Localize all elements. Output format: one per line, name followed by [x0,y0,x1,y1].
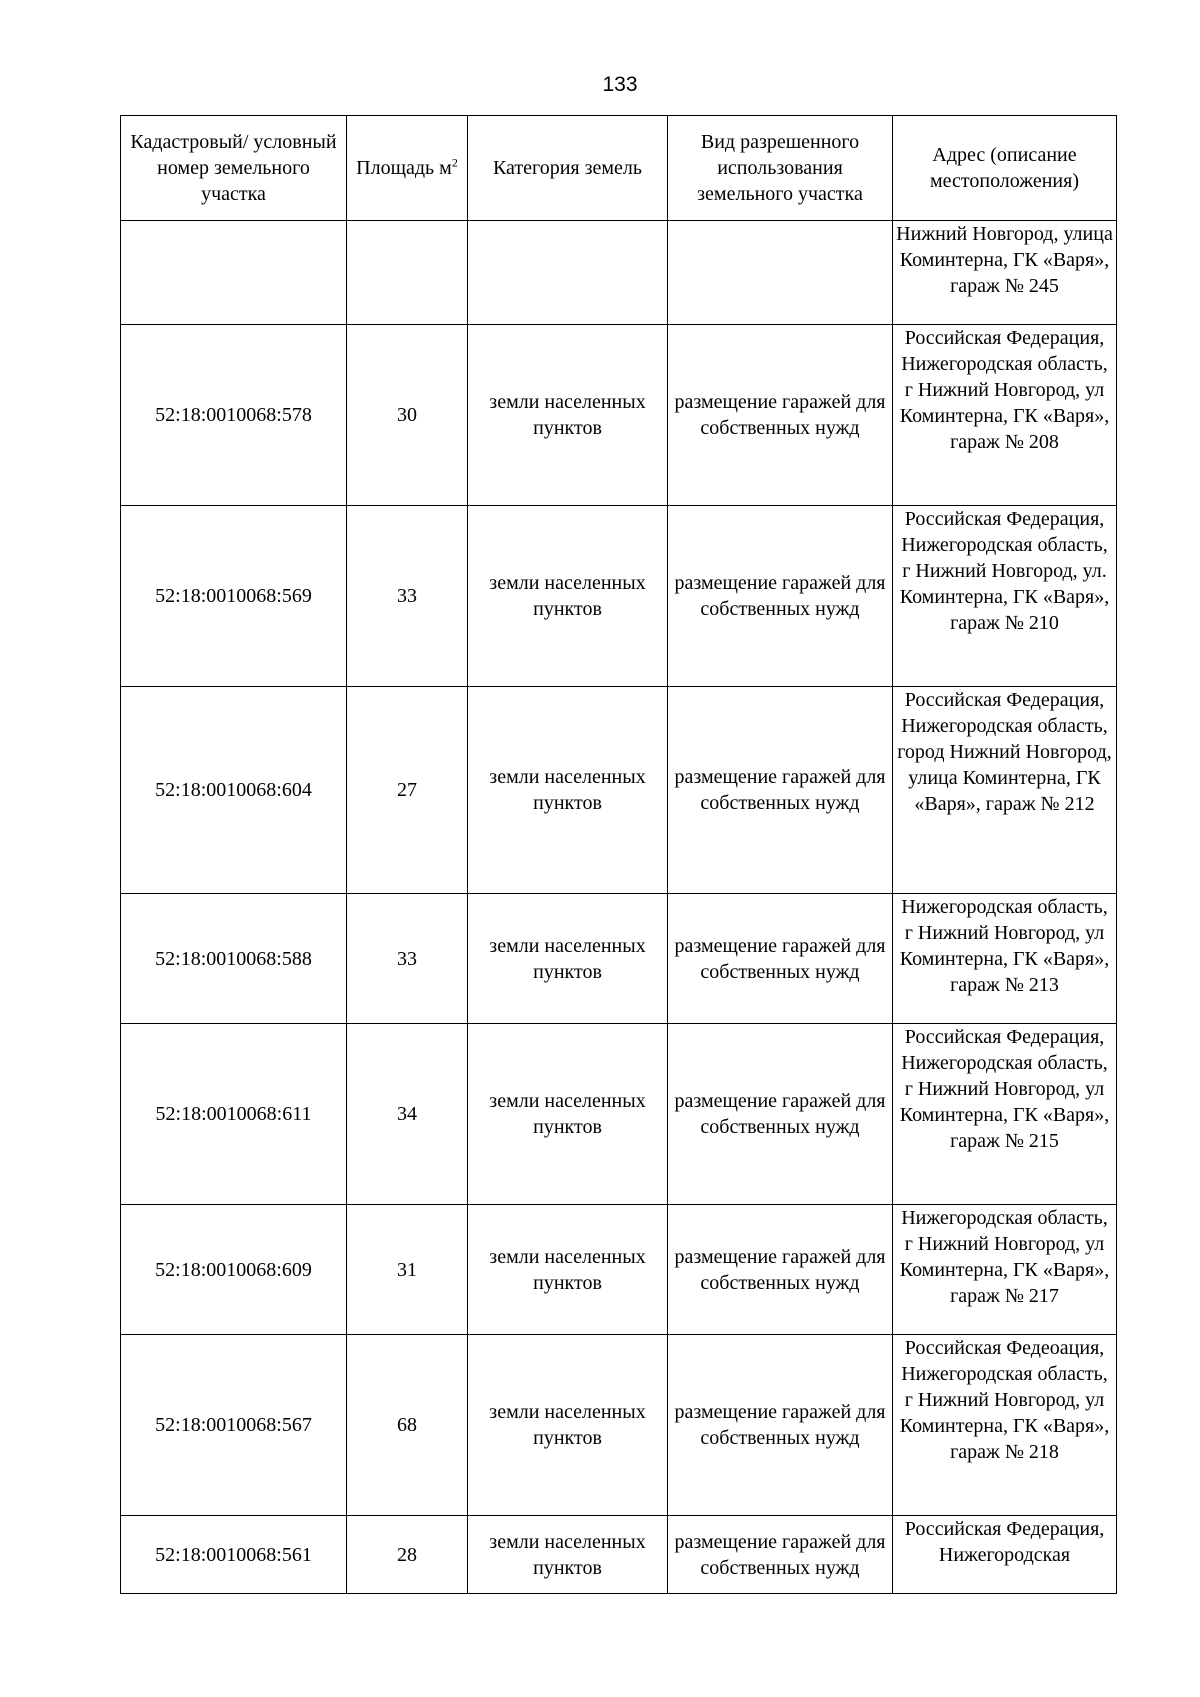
table-row [121,1205,1117,1335]
cell-category: земли населенных пунктов [468,1205,668,1335]
cell-area: 34 [347,1024,468,1205]
cell-address: Российская Федерация, Нижегородская область, г Нижний Новгород, ул Коминтерна, ГК «Варя», гараж № 215 [893,1024,1117,1205]
table-row [121,687,1117,894]
cell-category: земли населенных пунктов [468,894,668,1024]
table-row [121,1335,1117,1516]
cell-address: Российская Федерация, Нижегородская [893,1516,1117,1594]
cell-use: размещение гаражей для собственных нужд [668,687,893,894]
cell-area: 27 [347,687,468,894]
cell-area: 68 [347,1335,468,1516]
table-row-continued [121,221,1117,325]
cell-cadastral: 52:18:0010068:578 [121,325,347,506]
header-category: Категория земель [468,116,668,221]
table-row [121,894,1117,1024]
cell-cadastral: 52:18:0010068:588 [121,894,347,1024]
cell-cadastral: 52:18:0010068:604 [121,687,347,894]
cell-address: Нижегородская область, г Нижний Новгород, ул Коминтерна, ГК «Варя», гараж № 217 [893,1205,1117,1335]
table-row [121,506,1117,687]
cell-use: размещение гаражей для собственных нужд [668,1335,893,1516]
cell-cadastral: 52:18:0010068:609 [121,1205,347,1335]
header-row [121,116,1117,221]
cell-address: Нижегородская область, г Нижний Новгород, ул Коминтерна, ГК «Варя», гараж № 213 [893,894,1117,1024]
cell-address: Нижний Новгород, улица Коминтерна, ГК «Варя», гараж № 245 [893,221,1117,325]
cell-area: 33 [347,506,468,687]
cell-area: 31 [347,1205,468,1335]
cell-address: Российская Федеоация, Нижегородская область, г Нижний Новгород, ул Коминтерна, ГК «Варя», гараж № 218 [893,1335,1117,1516]
cell-cadastral [121,221,347,325]
cell-category: земли населенных пунктов [468,1516,668,1594]
cell-use: размещение гаражей для собственных нужд [668,1024,893,1205]
page-number: 133 [602,73,638,96]
cell-cadastral: 52:18:0010068:611 [121,1024,347,1205]
cell-area [347,221,468,325]
cell-cadastral: 52:18:0010068:569 [121,506,347,687]
cell-area: 30 [347,325,468,506]
cell-area: 28 [347,1516,468,1594]
cell-category: земли населенных пунктов [468,325,668,506]
cell-address: Российская Федерация, Нижегородская область, город Нижний Новгород, улица Коминтерна, ГК «Варя», гараж № 212 [893,687,1117,894]
header-area-superscript: 2 [451,155,458,170]
cell-category: земли населенных пунктов [468,1335,668,1516]
cell-use: размещение гаражей для собственных нужд [668,894,893,1024]
cell-category [468,221,668,325]
cell-use: размещение гаражей для собственных нужд [668,325,893,506]
cell-address: Российская Федерация, Нижегородская область, г Нижний Новгород, ул Коминтерна, ГК «Варя», гараж № 208 [893,325,1117,506]
cell-use: размещение гаражей для собственных нужд [668,1205,893,1335]
cell-cadastral: 52:18:0010068:567 [121,1335,347,1516]
cell-address: Российская Федерация, Нижегородская область, г Нижний Новгород, ул. Коминтерна, ГК «Варя», гараж № 210 [893,506,1117,687]
cell-cadastral: 52:18:0010068:561 [121,1516,347,1594]
cell-area: 33 [347,894,468,1024]
header-area-label: Площадь м [356,157,452,179]
table-row [121,1516,1117,1594]
cell-category: земли населенных пунктов [468,1024,668,1205]
cell-use: размещение гаражей для собственных нужд [668,1516,893,1594]
cell-use: размещение гаражей для собственных нужд [668,506,893,687]
cell-use [668,221,893,325]
cell-category: земли населенных пунктов [468,687,668,894]
header-address: Адрес (описание местоположения) [893,116,1117,221]
table-row [121,1024,1117,1205]
header-use: Вид разрешенного использования земельного участка [668,116,893,221]
header-cadastral: Кадастровый/ условный номер земельного участка [121,116,347,221]
land-plots-table [120,115,1117,1594]
cell-category: земли населенных пунктов [468,506,668,687]
table-row [121,325,1117,506]
header-area [347,116,468,221]
